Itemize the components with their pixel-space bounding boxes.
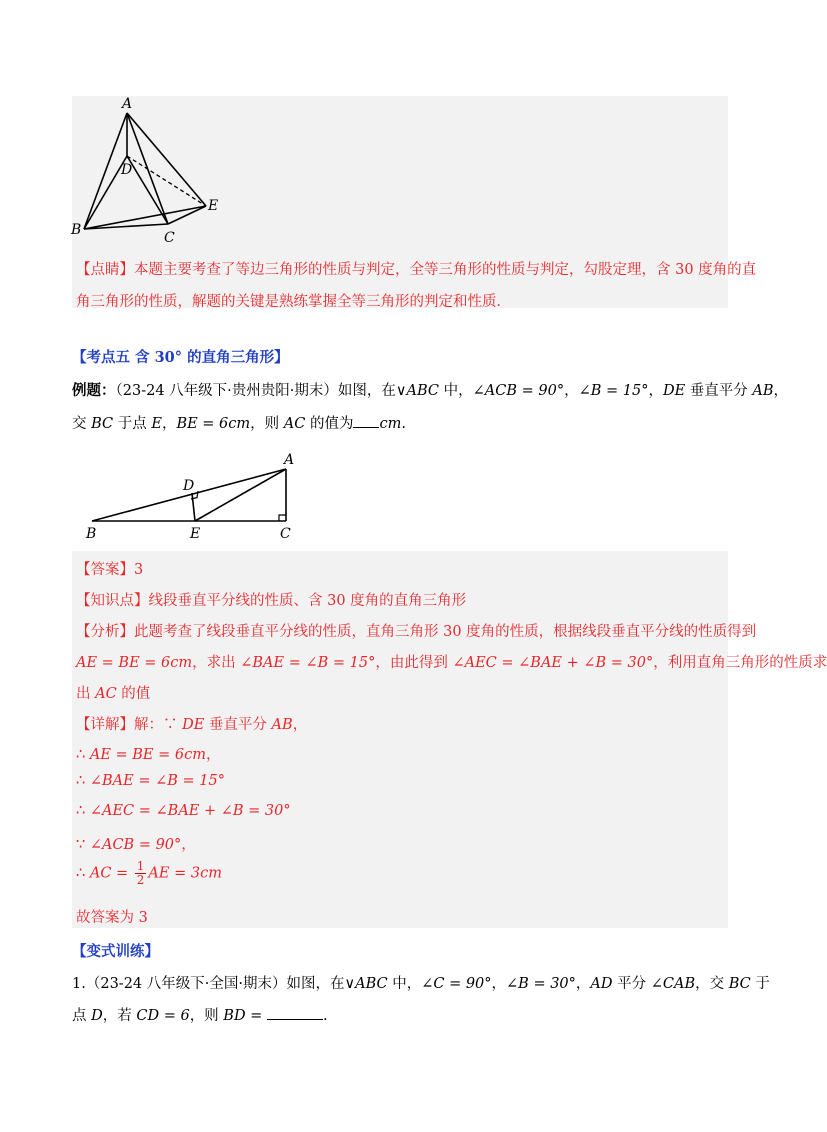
detail-step2: ∴ ∠BAE = ∠B = 15° — [76, 773, 225, 789]
label-E: E — [190, 526, 201, 542]
example-line2: 交 BC 于点 E，BE = 6cm，则 AC 的值为 cm. — [72, 416, 406, 432]
variant-answer-blank — [267, 1019, 323, 1020]
variant-line1: 1.（23-24 八年级下·全国·期末）如图，在∨ABC 中，∠C = 90°，∠B = 30°，AD 平分 ∠CAB，交 BC 于 — [72, 976, 770, 992]
detail-step5: ∴ AC = $\frac{1}{2}$ AE = 3cm — [76, 859, 222, 887]
detail-step3: ∴ ∠AEC = ∠BAE + ∠B = 30° — [76, 803, 291, 819]
detail-intro: 【详解】解：∵ DE 垂直平分 AB， — [76, 717, 308, 733]
label-A: A — [284, 452, 295, 468]
analysis-line3: 出 AC 的值 — [76, 686, 151, 702]
knowledge-line: 【知识点】线段垂直平分线的性质、含 30 度角的直角三角形 — [76, 593, 467, 609]
answer-blank — [353, 427, 379, 428]
example-line1: 例题：（23-24 八年级下·贵州贵阳·期末）如图，在∨ABC 中，∠ACB = 90°，∠B = 15°，DE 垂直平分 AB， — [72, 382, 789, 399]
label-C: C — [164, 230, 175, 246]
variant-line2: 点 D，若 CD = 6，则 BD = . — [72, 1008, 328, 1024]
detail-step4: ∵ ∠ACB = 90°， — [76, 837, 196, 853]
label-E: E — [208, 198, 219, 214]
dianjing-line2: 角三角形的性质，解题的关键是熟练掌握全等三角形的判定和性质． — [76, 294, 511, 310]
variant-title: 【变式训练】 — [72, 943, 159, 960]
label-B: B — [86, 526, 97, 542]
pyramid-figure — [70, 96, 240, 246]
label-D: D — [183, 478, 195, 494]
section-title: 【考点五 含 30° 的直角三角形】 — [72, 349, 289, 366]
triangle-figure — [80, 448, 310, 543]
label-B: B — [71, 222, 82, 238]
detail-step1: ∴ AE = BE = 6cm， — [76, 747, 221, 763]
label-D: D — [121, 162, 133, 178]
detail-final: 故答案为 3 — [76, 910, 148, 926]
analysis-line2: AE = BE = 6cm，求出 ∠BAE = ∠B = 15°，由此得到 ∠AEC = ∠BAE + ∠B = 30°，利用直角三角形的性质求 — [76, 655, 827, 671]
answer-line: 【答案】3 — [76, 562, 144, 578]
dianjing-line1: 【点睛】本题主要考查了等边三角形的性质与判定，全等三角形的性质与判定，勾股定理，含 30 度角的直 — [76, 262, 757, 278]
label-A: A — [122, 96, 133, 112]
label-C: C — [280, 526, 291, 542]
analysis-line1: 【分析】此题考查了线段垂直平分线的性质，直角三角形 30 度角的性质，根据线段垂直平分线的性质得到 — [76, 624, 757, 640]
